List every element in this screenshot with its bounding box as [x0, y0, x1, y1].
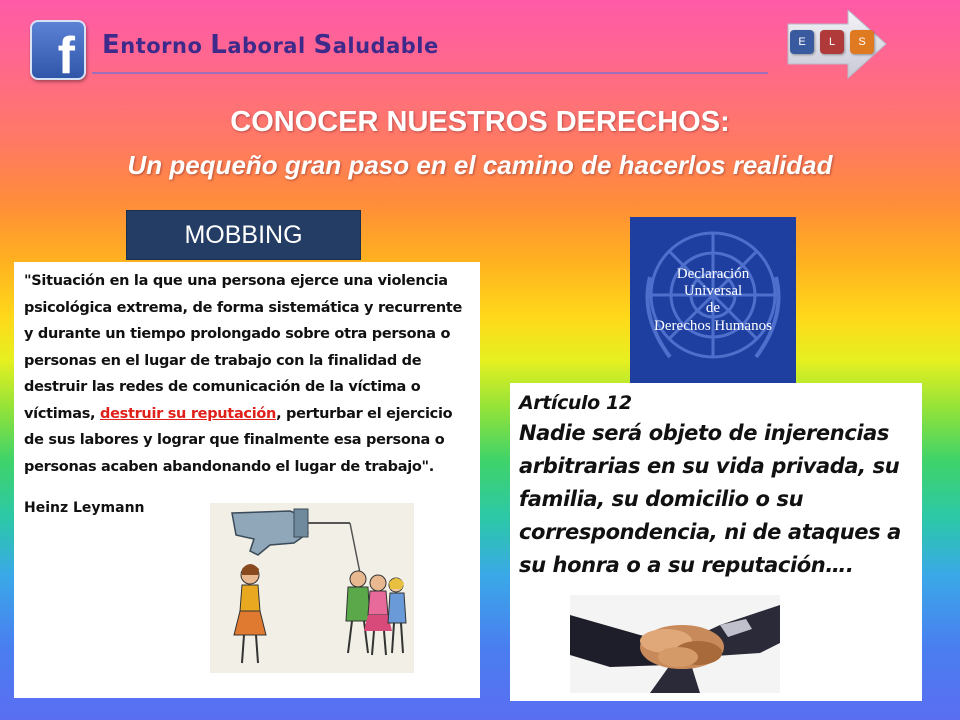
- quote-text-end: , perturbar el ejercicio de sus labores y lograr que finalmente esa persona o personas acaben abandonando el lugar de trabajo".: [24, 405, 453, 475]
- quote-highlight: destruir su reputación: [100, 405, 277, 422]
- emblem-line-4: Derechos Humanos: [654, 318, 772, 334]
- page-subtitle: Un pequeño gran paso en el camino de hacerlos realidad: [127, 150, 833, 180]
- mobbing-panel: [14, 262, 480, 698]
- article-heading: Artículo 12: [519, 392, 632, 414]
- article-content: [519, 389, 919, 582]
- header-title: [102, 30, 439, 60]
- quote-text-start: "Situación en la que una persona ejerce una violencia psicológica extrema, de forma sistemática y recurrente y durante un tiempo prolongado sobre otra persona o personas en el lugar de trabajo con la finalidad de destruir las redes de comunicación de la víctima o víctimas,: [24, 273, 463, 422]
- els-box-s: S: [850, 30, 874, 54]
- un-declaration-emblem: [630, 217, 796, 385]
- header-title-rest-2: aboral: [227, 34, 314, 58]
- article-text: Nadie será objeto de injerencias arbitrarias en su vida privada, su familia, su domicilio o su correspondencia, ni de ataques a su honra o a su reputación….: [519, 421, 901, 577]
- header-title-cap-1: E: [102, 30, 121, 60]
- article-panel: [510, 383, 922, 701]
- page-title: CONOCER NUESTROS DERECHOS:: [230, 106, 730, 138]
- emblem-line-3: de: [705, 300, 721, 316]
- header-title-cap-2: L: [210, 30, 228, 60]
- hands-together-image: [570, 595, 780, 693]
- emblem-line-1: Declaración: [676, 266, 750, 282]
- mobbing-label: MOBBING: [126, 210, 361, 260]
- els-logo: [786, 10, 908, 80]
- header-divider: [92, 72, 768, 74]
- facebook-icon[interactable]: [30, 20, 86, 85]
- header-title-rest-1: ntorno: [120, 34, 211, 58]
- facebook-glyph: f: [57, 27, 75, 85]
- mobbing-quote: [24, 268, 474, 480]
- quote-author: Heinz Leymann: [24, 500, 145, 516]
- els-box-l: L: [820, 30, 844, 54]
- header-title-rest-3: aludable: [332, 34, 439, 58]
- header-title-cap-3: S: [313, 30, 333, 60]
- mobbing-illustration: [210, 503, 414, 673]
- emblem-line-2: Universal: [683, 283, 743, 299]
- els-box-e: E: [790, 30, 814, 54]
- un-globe-icon: [630, 217, 796, 385]
